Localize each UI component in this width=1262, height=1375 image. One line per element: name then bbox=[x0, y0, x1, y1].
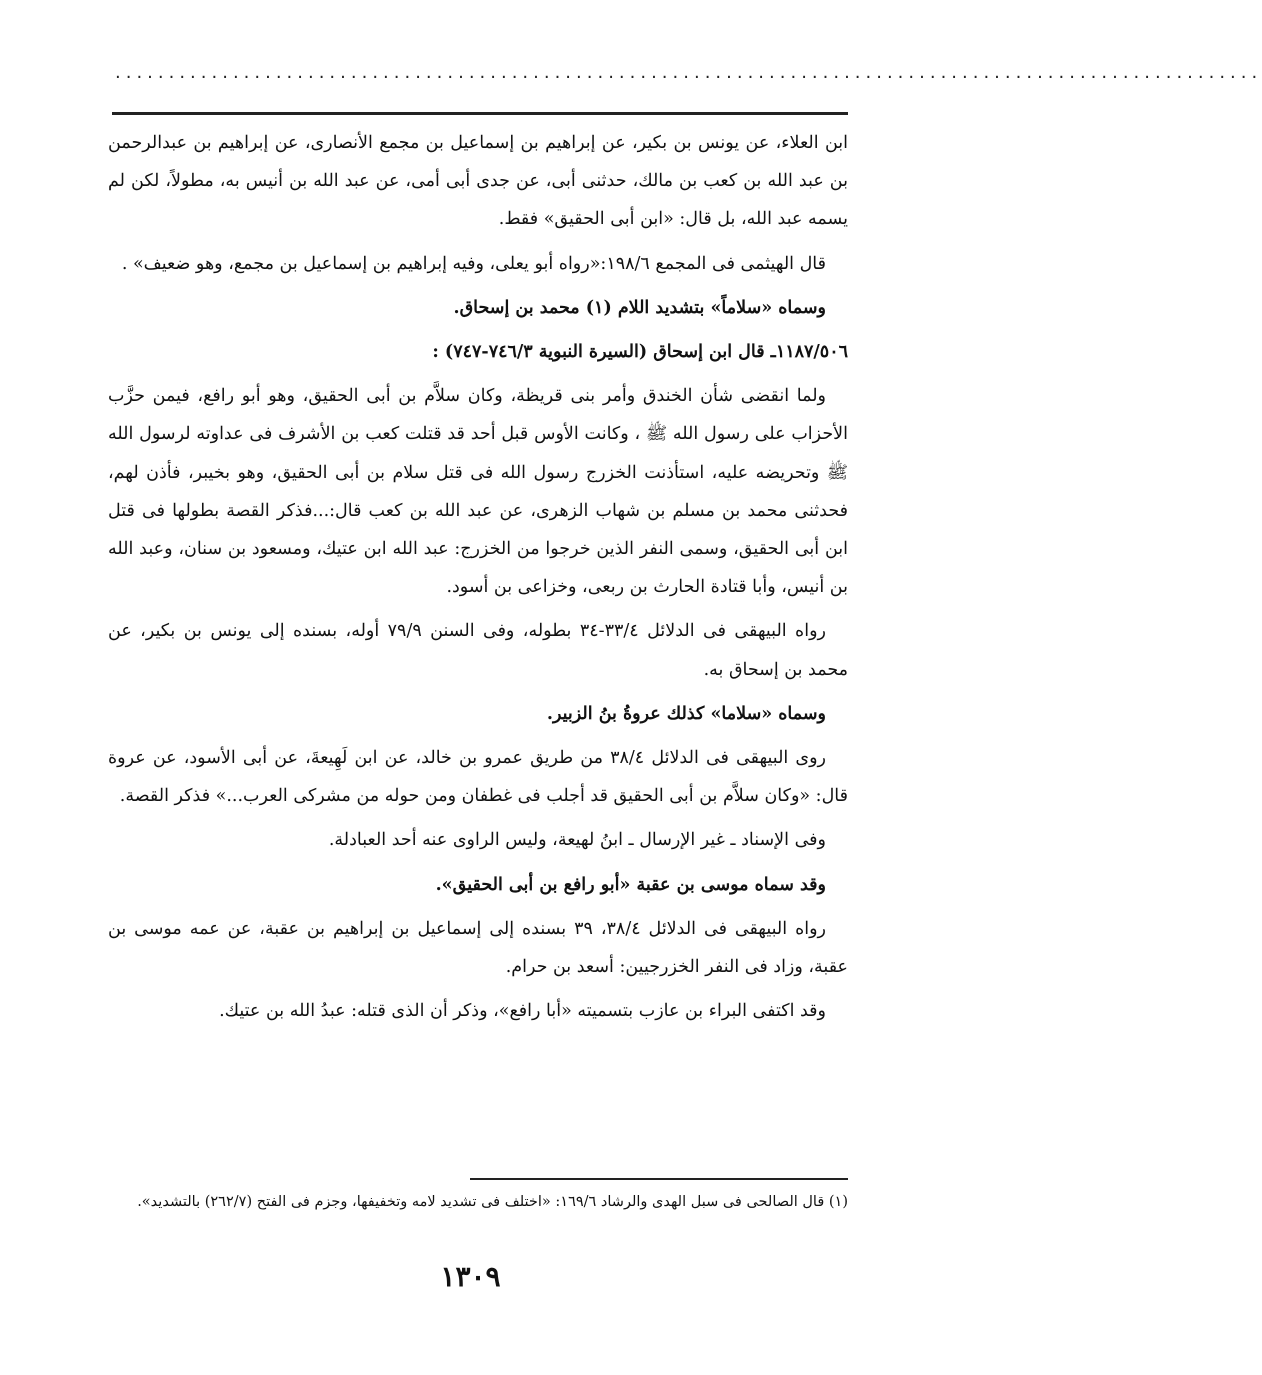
paragraph: وفى الإسناد ـ غير الإرسال ـ ابنُ لهيعة، وليس الراوى عنه أحد العبادلة. bbox=[328, 830, 826, 851]
heading-paragraph: وسماه «سلاما» كذلك عروةُ بنُ الزبير. bbox=[546, 703, 826, 724]
footnote: (١) قال الصالحى فى سبل الهدى والرشاد ١٦٩/٦: «اختلف فى تشديد لامه وتخفيفها، وجزم فى الفتح (٢٦٢/٧) بالتشديد». bbox=[137, 1194, 848, 1210]
paragraph: رواه البيهقى فى الدلائل ٣٣/٤-٣٤ بطوله، وفى السنن ٧٩/٩ أوله، بسنده إلى يونس بن بكير، عن محمد بن إسحاق به. bbox=[108, 621, 848, 680]
page-number: ١٣٠٩ bbox=[440, 1260, 501, 1293]
main-text bbox=[108, 124, 848, 1036]
heading-paragraph: وسماه «سلاماً» بتشديد اللام (١) محمد بن إسحاق. bbox=[453, 297, 826, 318]
footnote-rule bbox=[470, 1178, 848, 1180]
paragraph: ابن العلاء، عن يونس بن بكير، عن إبراهيم بن إسماعيل بن مجمع الأنصارى، عن إبراهيم بن عبدالرحمن بن عبد الله بن كعب بن مالك، حدثنى أبى، عن جدى أبى أمى، عن عبد الله بن أنيس به، مطولاً، لكن لم يسمه عبد الله، بل قال: «ابن أبى الحقيق» فقط. bbox=[108, 133, 848, 230]
header-rule bbox=[112, 112, 848, 115]
paragraph: روى البيهقى فى الدلائل ٣٨/٤ من طريق عمرو بن خالد، عن ابن لَهِيعةَ، عن أبى الأسود، عن عروة قال: «وكان سلاَّم بن أبى الحقيق قد أجلب فى غطفان ومن حوله من مشركى العرب...» فذكر القصة. bbox=[108, 748, 848, 807]
paragraph: رواه البيهقى فى الدلائل ٣٨/٤، ٣٩ بسنده إلى إسماعيل بن إبراهيم بن عقبة، عن عمه موسى بن عقبة، وزاد فى النفر الخزرجيين: أسعد بن حرام. bbox=[108, 918, 848, 978]
paragraph: وقد اكتفى البراء بن عازب بتسميته «أبا رافع»، وذكر أن الذى قتله: عبدُ الله بن عتيك. bbox=[219, 1001, 826, 1022]
paragraph: قال الهيثمى فى المجمع ١٩٨/٦:«رواه أبو يعلى، وفيه إبراهيم بن إسماعيل بن مجمع، وهو ضعيف» . bbox=[121, 253, 826, 274]
heading-paragraph: وقد سماه موسى بن عقبة «أبو رافع بن أبى الحقيق». bbox=[435, 874, 826, 895]
header-dots: ........................................................................................................... bbox=[115, 62, 1262, 83]
hadith-number-heading: ١١٨٧/٥٠٦ـ قال ابن إسحاق (السيرة النبوية ٧٤٦/٣-٧٤٧) : bbox=[432, 342, 848, 363]
paragraph: ولما انقضى شأن الخندق وأمر بنى قريظة، وكان سلاَّم بن أبى الحقيق، وهو أبو رافع، فيمن حزَّب الأحزاب على رسول الله ﷺ ، وكانت الأوس قبل أحد قد قتلت كعب بن الأشرف فى عداوته لرسول الله ﷺ وتحريضه عليه، استأذنت الخزرج رسول الله فى قتل سلام بن أبى الحقيق، وهو بخيبر، فأذن لهم، فحدثنى محمد بن مسلم بن شهاب الزهرى، عن عبد الله بن كعب قال:...فذكر القصة بطولها فى قتل ابن أبى الحقيق، وسمى النفر الذين خرجوا من الخزرج: عبد الله ابن عتيك، ومسعود بن سنان، وعبد الله بن أنيس، وأبا قتادة الحارث بن ربعى، وخزاعى بن أسود. bbox=[108, 386, 848, 598]
